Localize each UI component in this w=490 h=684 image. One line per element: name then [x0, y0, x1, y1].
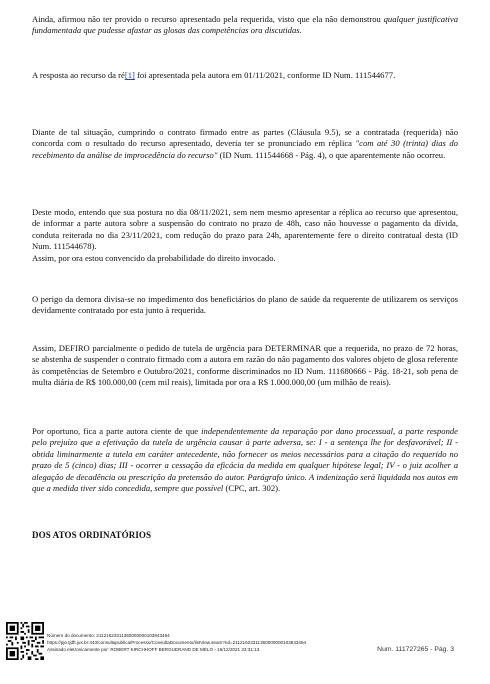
document-url[interactable]: https://pje.tjdft.jus.br:443/consultapublica/Processo/ConsultaDocumento/listView.seam?nd=21121623311360000000103843464 — [47, 640, 307, 646]
paragraph-text: foi apresentada pela autora em 01/11/2021, conforme ID Num. 111544677. — [134, 70, 396, 80]
paragraph-quote: "com até 30 (trinta) dias do recebimento da análise de improcedência do recurso" — [32, 138, 458, 160]
paragraph-text: A resposta ao recurso da ré — [32, 70, 125, 80]
paragraph-text: Ainda, afirmou não ter provido o recurso apresentado pela requerida, visto que ela não demonstrou — [32, 14, 381, 24]
paragraph-text: (ID Num. 111544668 - Pág. 4), o que aparentemente não ocorreu. — [217, 149, 446, 160]
paragraph-italic-quote: independentemente da reparação por dano processual, a parte responde pelo prejuízo que a efetivação da tutela de urgência causar à parte adversa, se: I - a sentença lhe for desfavorável; II - obtida liminarmente a tutela em caráter antecedente, não fornecer os meios necessários para a citação do requerido no prazo de 5 (cinco) dias; III - ocorrer a cessação da eficácia da medida em qualquer hipótese legal; IV - o juiz acolher a alegação de decadência ou prescrição da pretensão do autor. Parágrafo único. A indenização será liquidada nos autos em que a medida tiver sido concedida, sempre que possível — [32, 426, 458, 494]
footnote-link[interactable]: [1] — [124, 70, 135, 80]
paragraph-recurso-nao-provido — [32, 14, 458, 37]
paragraph-reparacao-dano — [32, 426, 458, 494]
qr-code-icon — [6, 622, 44, 660]
paragraph-text: Diante de tal situação, cumprindo o contrato firmado entre as partes (Cláusula 9.5), se a contratada (requerida) não concorda com o resultado do recurso apresentado, deveria ter se pronunciado em réplica — [32, 127, 458, 149]
paragraph-italic-text: qualquer justificativa fundamentada que pudesse afastar as glosas das competências ora discutidas. — [32, 14, 458, 36]
paragraph-postura-requerida: Deste modo, entendo que sua postura no dia 08/11/2021, sem nem mesmo apresentar a réplica ao recurso que apresentou, de informar a parte autora sobre a suspensão do contrato no prazo de 48h, caso não houvesse o pagamento da dívida, conduta reiterada no dia 23/11/2021, com redução do prazo para 24h, aparentemente fere o direito contratual desta (ID Num. 111544678). — [32, 207, 458, 252]
document-number: Número do documento: 21121623311360000000103843464 — [47, 633, 170, 638]
paragraph-text: Por oportuno, fica a parte autora ciente de que — [32, 426, 202, 436]
paragraph-perigo-demora: O perigo da demora divisa-se no impedimento dos beneficiários do plano de saúde da requerente de utilizarem os serviços devidamente contratado por esta junto à requerida. — [32, 294, 458, 316]
paragraph-diante-situacao — [32, 127, 458, 161]
paragraph-probabilidade-direito: Assim, por ora estou convencido da probabilidade do direito invocado. — [32, 253, 276, 263]
paragraph-resposta-recurso — [32, 70, 458, 81]
section-heading: DOS ATOS ORDINATÓRIOS — [32, 530, 152, 540]
paragraph-defiro-tutela: Assim, DEFIRO parcialmente o pedido de tutela de urgência para DETERMINAR que a requerida, no prazo de 72 horas, se abstenha de suspender o contrato firmado com a autora em razão do não pagamento dos valores objeto de glosa referente às competências de Setembro e Outubro/2021, conforme discriminados no ID Num. 111680666 - Pág. 18-21, sob pena de multa diária de R$ 100.000,00 (cem mil reais), limitada por ora a R$ 1.000.000,00 (um milhão de reais). — [32, 343, 458, 388]
paragraph-text: (CPC, art. 302). — [223, 483, 281, 494]
page-reference: Num. 111727265 - Pág. 3 — [377, 646, 454, 653]
electronic-signature: Assinado eletronicamente por: ROBERT KIRCHHOFF BERGUERAND DE MELO - 16/12/2021 23:31:13 — [47, 647, 260, 653]
signature-info — [47, 632, 377, 654]
